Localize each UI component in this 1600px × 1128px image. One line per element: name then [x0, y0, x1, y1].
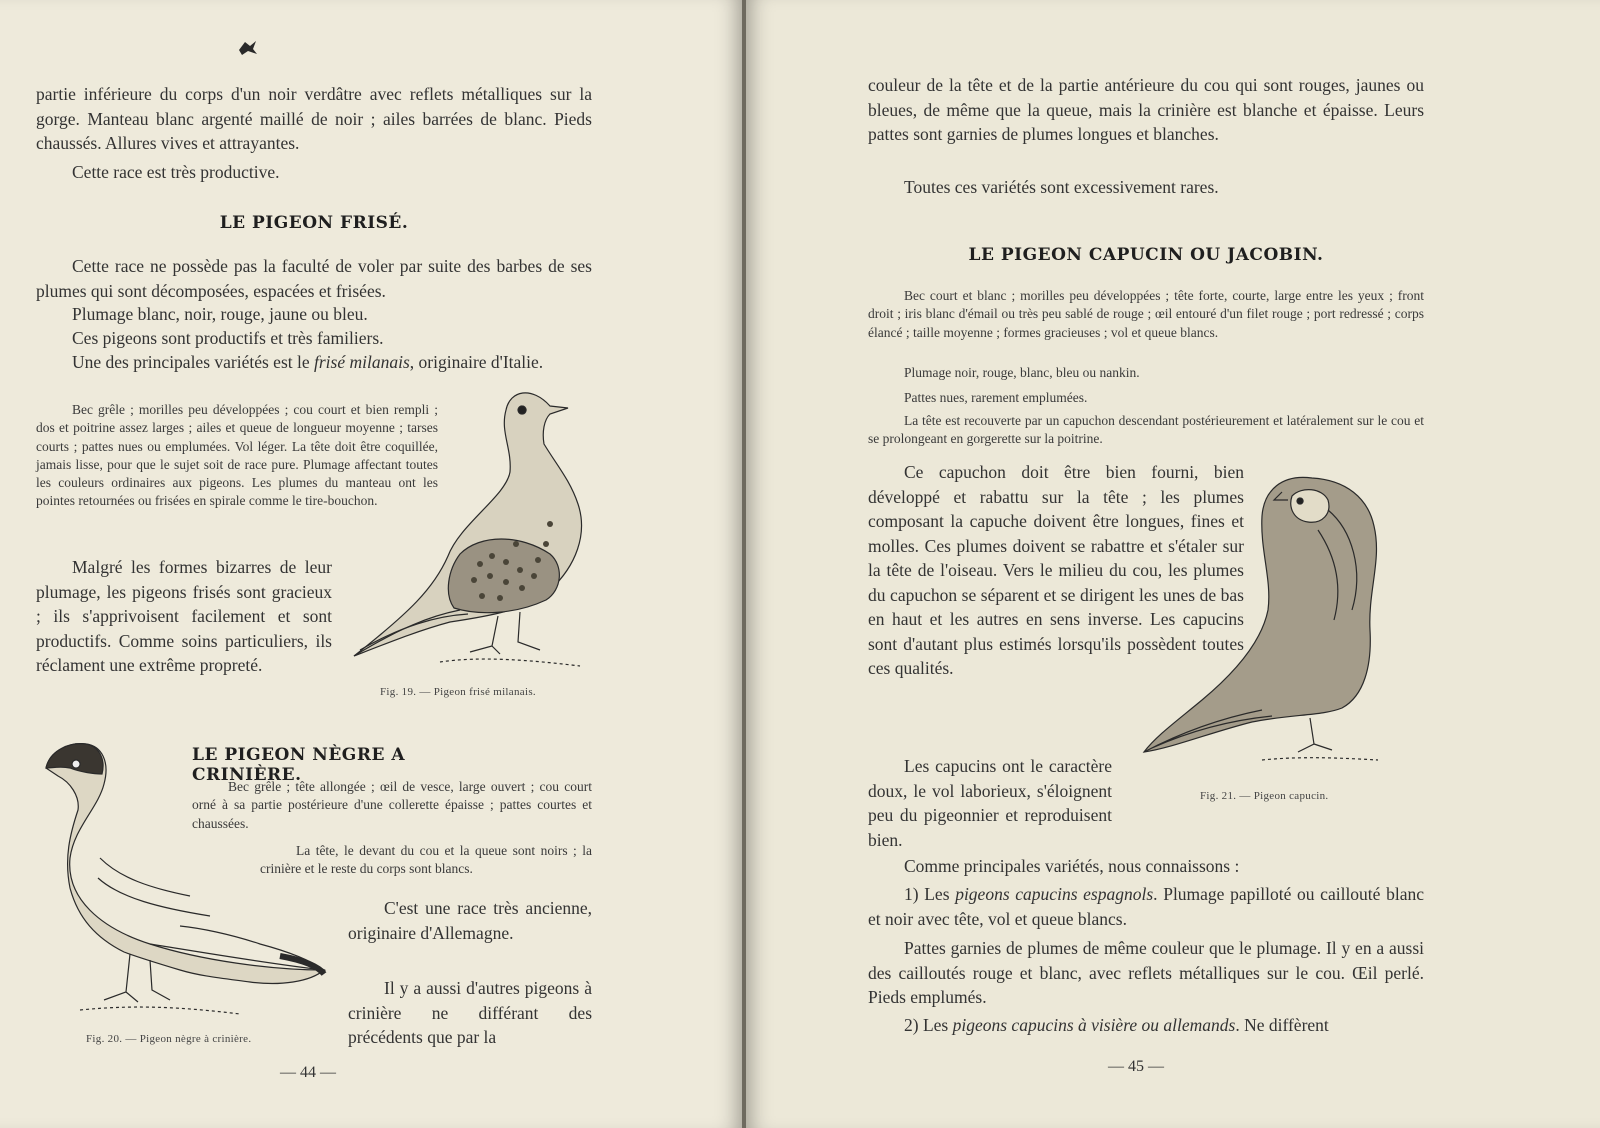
pigeon-negre-illustration — [40, 738, 330, 1028]
paragraph: Pattes garnies de plumes de même couleur que le plumage. Il y en a aussi des cailloutés rouge et blanc, avec reflets métalliques sur le cou. Œil perlé. Pieds emplumés. — [868, 938, 1424, 1007]
description-small: Bec court et blanc ; morilles peu développées ; tête forte, courte, large entre les yeux ; front droit ; iris blanc d'émail ou très peu sablé de rouge ; œil entouré d'un filet rouge ; port redressé ; corps élancé ; taille moyenne ; formes gracieuses ; vol et queue blancs. — [868, 288, 1424, 340]
paragraph: Malgré les formes bizarres de leur plumage, les pigeons frisés sont gracieux ; ils s'apprivoisent facilement et sont productifs. Comme soins particuliers, ils réclament une extrême propreté. — [36, 557, 332, 675]
paragraph: Toutes ces variétés sont excessivement rares. — [904, 177, 1219, 197]
figure-caption: Fig. 20. — Pigeon nègre à crinière. — [86, 1033, 252, 1045]
paragraph: Plumage blanc, noir, rouge, jaune ou bleu. — [72, 304, 368, 324]
figure-caption: Fig. 19. — Pigeon frisé milanais. — [380, 686, 536, 698]
italic-variety-name: pigeons capucins à visière ou allemands — [952, 1015, 1236, 1035]
paragraph: partie inférieure du corps d'un noir verdâtre avec reflets métalliques sur la gorge. Manteau blanc argenté maillé de noir ; ailes barrées de blanc. Pieds chaussés. Allures vives et attrayantes. — [36, 84, 592, 153]
italic-variety-name: pigeons capucins espagnols — [955, 884, 1154, 904]
paragraph: couleur de la tête et de la partie antérieure du cou qui sont rouges, jaunes ou bleues, de même que la queue, mais la crinière est blanche et épaisse. Leurs pattes sont garnies de plumes longues et blanches. — [868, 75, 1424, 144]
italic-variety-name: frisé milanais — [314, 352, 410, 372]
paragraph — [868, 882, 1424, 931]
ink-blot-mark — [236, 38, 260, 58]
pigeon-frise-illustration — [350, 384, 590, 674]
text-run: 1) Les — [904, 884, 950, 904]
description-small: Plumage noir, rouge, blanc, bleu ou nankin. — [904, 365, 1140, 380]
description-small: Bec grêle ; morilles peu développées ; cou court et bien rempli ; dos et poitrine assez larges ; ailes et queue de longueur moyenne ; tarses courts ; pattes nues ou emplumées. Vol léger. La tête doit être coquillée, jamais lisse, pour que le sujet soit de race pure. Plumage affectant toutes les couleurs ordinaires aux pigeons. Les plumes du manteau ont les pointes retournées ou frisées en spirale comme le tire-bouchon. — [36, 402, 438, 509]
text-run: . Plumage papilloté ou caillouté blanc et noir avec tête, vol et queue blancs. — [868, 884, 1424, 929]
paragraph: Ces pigeons sont productifs et très familiers. — [72, 328, 384, 348]
left-page — [0, 0, 742, 1128]
right-page — [746, 0, 1600, 1128]
description-small: Bec grêle ; tête allongée ; œil de vesce, large ouvert ; cou court orné à sa partie postérieure d'une collerette épaisse ; pattes courtes et chaussées. — [192, 779, 592, 831]
section-heading: LE PIGEON FRISÉ. — [219, 213, 409, 233]
figure-caption: Fig. 21. — Pigeon capucin. — [1200, 790, 1329, 802]
text-run: . Ne diffèrent — [1235, 1015, 1329, 1035]
description-small: Pattes nues, rarement emplumées. — [904, 390, 1088, 405]
section-heading: LE PIGEON NÈGRE A CRINIÈRE. — [192, 745, 406, 785]
text-run: 2) Les — [904, 1015, 949, 1035]
description-small: La tête est recouverte par un capuchon descendant postérieurement et latéralement sur le cou et se prolongeant en gorgerette sur la poitrine. — [868, 413, 1424, 447]
paragraph: Il y a aussi d'autres pigeons à crinière ne différant des précédents que par la — [348, 978, 592, 1047]
paragraph: Comme principales variétés, nous connaissons : — [904, 856, 1240, 876]
text-run: Une des principales variétés est le — [72, 352, 310, 372]
pigeon-capucin-illustration — [1142, 470, 1382, 770]
paragraph — [36, 350, 592, 375]
page-number: — 45 — — [1108, 1058, 1164, 1075]
text-run: , originaire d'Italie. — [409, 352, 544, 372]
paragraph: Cette race ne possède pas la faculté de voler par suite des barbes de ses plumes qui sont décomposées, espacées et frisées. — [36, 256, 592, 301]
paragraph: Cette race est très productive. — [72, 162, 280, 182]
paragraph: Les capucins ont le caractère doux, le vol laborieux, s'éloignent peu du pigeonnier et reproduisent bien. — [868, 756, 1112, 850]
paragraph — [868, 1013, 1424, 1038]
description-small: La tête, le devant du cou et la queue sont noirs ; la crinière et le reste du corps sont blancs. — [260, 843, 592, 877]
paragraph: Ce capuchon doit être bien fourni, bien développé et rabattu sur la tête ; les plumes composant la capuche doivent être longues, fines et molles. Ces plumes doivent se rabattre et s'étaler sur la tête de l'oiseau. Vers le milieu du cou, les plumes du capuchon se séparent et se dirigent les unes de bas en haut et les autres en sens inverse. Les capucins sont d'autant plus estimés lorsqu'ils possèdent toutes ces qualités. — [868, 462, 1244, 678]
section-heading: LE PIGEON CAPUCIN OU JACOBIN. — [968, 245, 1324, 265]
page-number: — 44 — — [280, 1064, 336, 1081]
paragraph: C'est une race très ancienne, originaire d'Allemagne. — [348, 898, 592, 943]
